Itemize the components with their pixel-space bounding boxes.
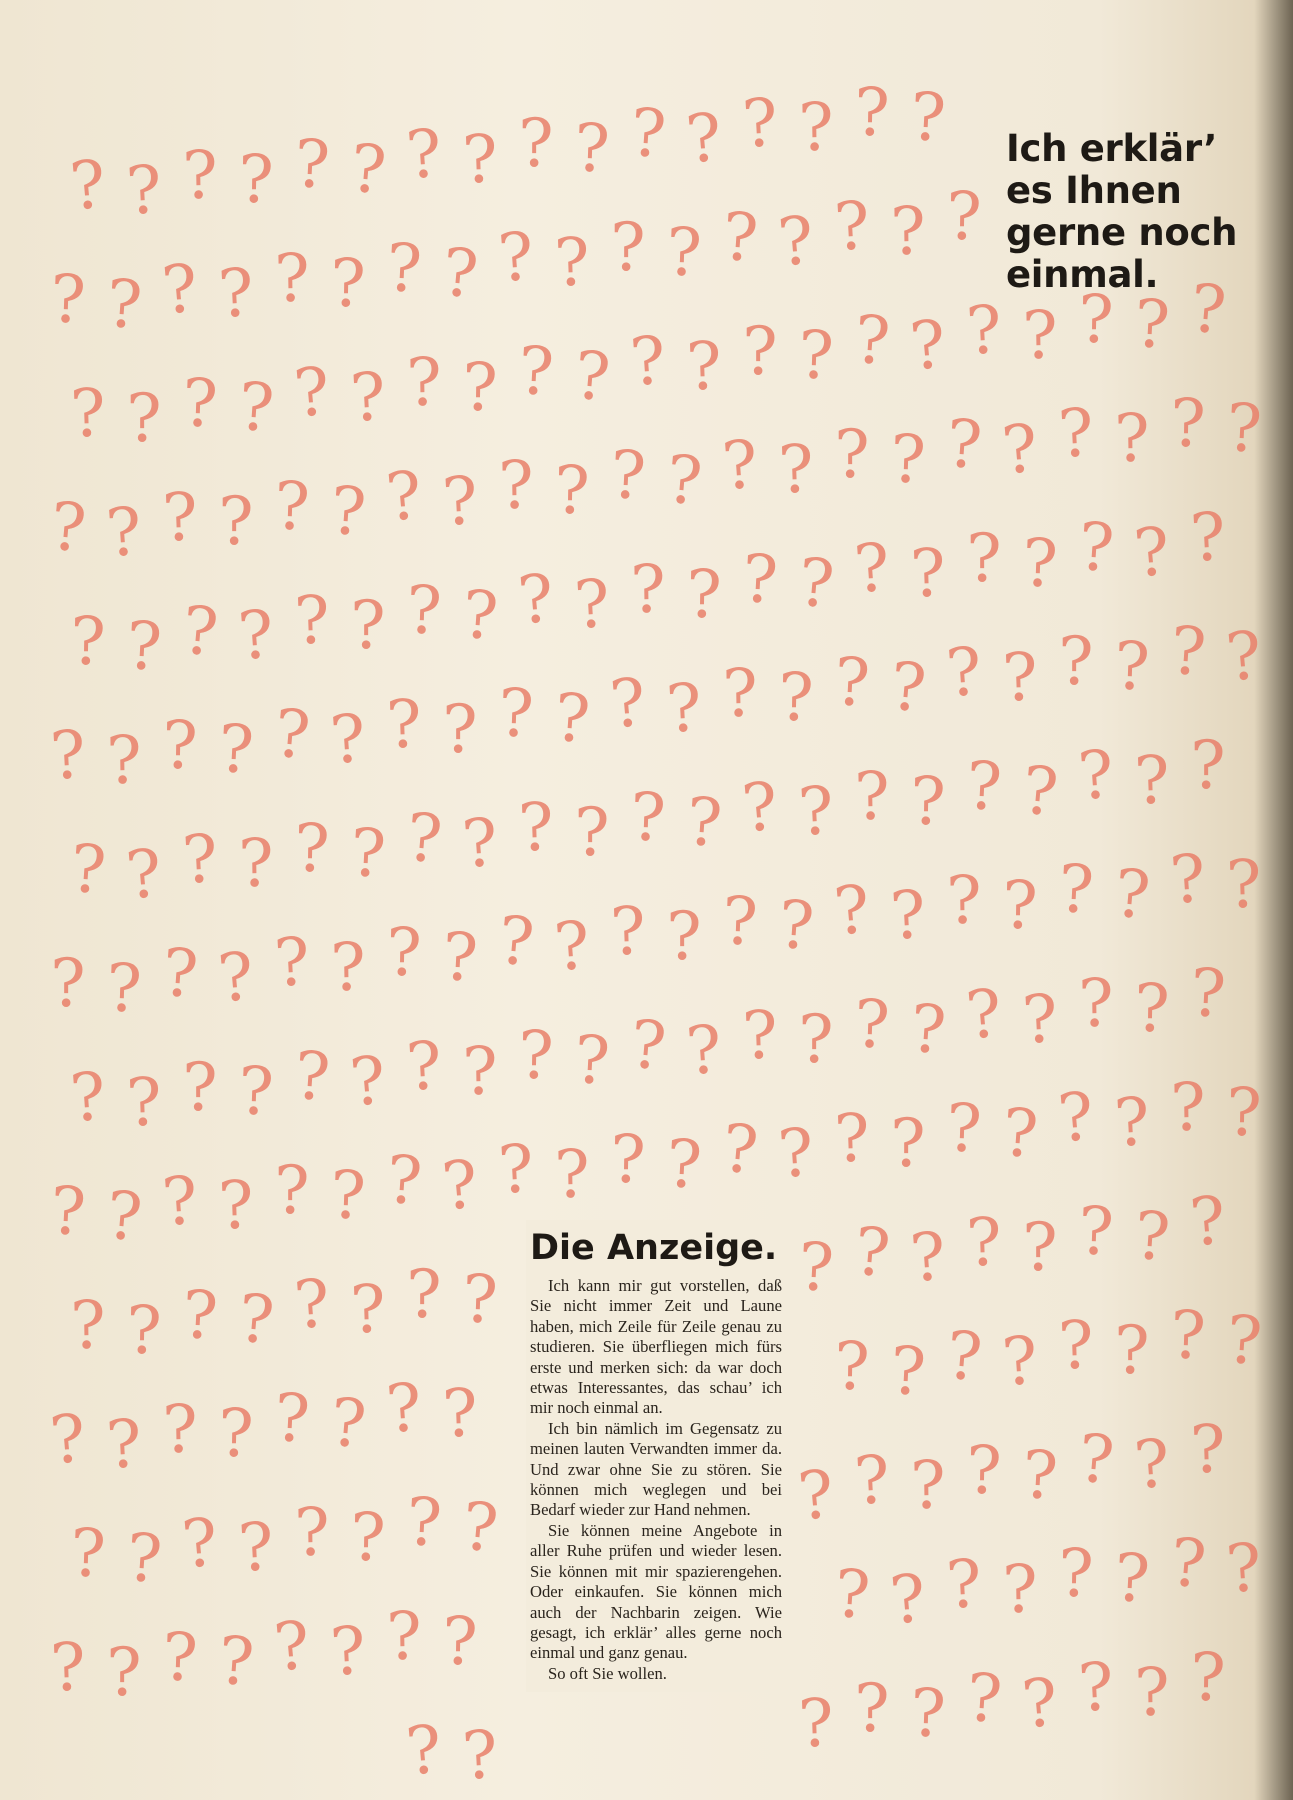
question-mark-icon: ? [886, 1559, 929, 1640]
question-mark-icon: ? [1187, 269, 1230, 350]
question-mark-icon: ? [943, 404, 985, 484]
question-mark-icon: ? [383, 1140, 425, 1220]
question-mark-icon: ? [719, 1109, 762, 1189]
question-mark-icon: ? [664, 1124, 704, 1204]
question-mark-icon: ? [48, 716, 88, 795]
question-mark-icon: ? [853, 757, 891, 836]
question-mark-icon: ? [347, 129, 390, 210]
question-mark-icon: ? [406, 1255, 442, 1333]
question-mark-icon: ? [348, 358, 388, 437]
question-mark-icon: ? [1189, 1638, 1227, 1717]
article-title: Die Anzeige. [530, 1228, 778, 1268]
question-mark-icon: ? [908, 78, 948, 157]
question-mark-icon: ? [403, 114, 445, 194]
question-mark-icon: ? [944, 1544, 984, 1624]
question-mark-icon: ? [1075, 508, 1117, 588]
question-mark-icon: ? [104, 1404, 144, 1484]
question-mark-icon: ? [553, 1135, 591, 1214]
question-mark-icon: ? [1022, 1208, 1058, 1286]
question-mark-icon: ? [832, 187, 872, 267]
question-mark-icon: ? [67, 829, 109, 910]
question-mark-icon: ? [572, 109, 612, 188]
question-mark-icon: ? [999, 1093, 1041, 1173]
question-mark-icon: ? [796, 772, 836, 852]
question-mark-icon: ? [327, 699, 369, 780]
question-mark-icon: ? [237, 141, 275, 219]
question-mark-icon: ? [404, 1482, 444, 1562]
question-mark-icon: ? [103, 1176, 146, 1257]
question-mark-icon: ? [551, 907, 593, 987]
question-mark-icon: ? [719, 197, 761, 277]
question-mark-icon: ? [216, 254, 256, 334]
question-mark-icon: ? [1111, 854, 1154, 935]
question-mark-icon: ? [159, 1161, 201, 1241]
question-mark-icon: ? [292, 125, 332, 205]
question-mark-icon: ? [664, 668, 704, 748]
question-mark-icon: ? [385, 913, 423, 992]
question-mark-icon: ? [795, 543, 838, 624]
question-mark-icon: ? [516, 788, 556, 867]
question-mark-icon: ? [999, 1321, 1041, 1401]
question-mark-icon: ? [796, 1228, 836, 1308]
question-mark-icon: ? [944, 1089, 984, 1168]
question-mark-icon: ? [1076, 1192, 1116, 1271]
question-mark-icon: ? [438, 1145, 481, 1225]
question-mark-icon: ? [384, 685, 424, 764]
question-mark-icon: ? [440, 917, 480, 997]
question-mark-icon: ? [906, 305, 949, 386]
question-mark-icon: ? [851, 301, 893, 381]
question-mark-icon: ? [907, 989, 949, 1070]
question-mark-icon: ? [273, 239, 311, 318]
question-mark-icon: ? [402, 1710, 445, 1791]
question-mark-icon: ? [721, 654, 759, 732]
question-mark-icon: ? [274, 1152, 310, 1230]
question-mark-icon: ? [106, 1633, 142, 1711]
question-mark-icon: ? [497, 447, 535, 525]
question-mark-icon: ? [348, 1270, 388, 1349]
question-mark-icon: ? [1114, 1312, 1150, 1390]
question-mark-icon: ? [441, 1602, 479, 1680]
question-mark-icon: ? [1077, 965, 1115, 1043]
question-mark-icon: ? [834, 416, 870, 494]
question-mark-icon: ? [851, 1212, 894, 1293]
question-mark-icon: ? [608, 436, 648, 515]
question-mark-icon: ? [1056, 850, 1096, 930]
question-mark-icon: ? [382, 456, 425, 537]
question-mark-icon: ? [572, 1021, 612, 1101]
question-mark-icon: ? [1112, 627, 1152, 706]
question-mark-icon: ? [216, 1166, 256, 1245]
question-mark-icon: ? [551, 679, 593, 759]
question-mark-icon: ? [909, 762, 947, 841]
question-mark-icon: ? [1223, 1528, 1265, 1608]
question-mark-icon: ? [776, 430, 816, 509]
question-mark-icon: ? [571, 336, 614, 417]
question-mark-icon: ? [1222, 616, 1265, 697]
question-mark-icon: ? [1169, 384, 1207, 463]
question-mark-icon: ? [237, 825, 275, 903]
question-mark-icon: ? [460, 1715, 500, 1795]
question-mark-icon: ? [684, 327, 724, 406]
question-mark-icon: ? [404, 571, 444, 650]
question-mark-icon: ? [460, 119, 500, 199]
headline [1006, 128, 1266, 296]
question-mark-icon: ? [68, 1514, 108, 1593]
question-mark-icon: ? [123, 1518, 165, 1598]
question-mark-icon: ? [740, 539, 780, 619]
question-mark-icon: ? [943, 1316, 986, 1397]
question-mark-icon: ? [832, 643, 872, 723]
question-mark-icon: ? [963, 1658, 1005, 1738]
question-mark-icon: ? [627, 1005, 670, 1086]
question-mark-icon: ? [439, 233, 482, 313]
question-mark-icon: ? [1001, 1550, 1039, 1628]
question-mark-icon: ? [346, 1041, 389, 1122]
question-mark-icon: ? [553, 451, 591, 530]
question-mark-icon: ? [1132, 285, 1172, 365]
question-mark-icon: ? [666, 897, 702, 975]
question-mark-icon: ? [664, 213, 704, 292]
question-mark-icon: ? [965, 1431, 1003, 1510]
question-mark-icon: ? [293, 809, 331, 888]
question-mark-icon: ? [962, 974, 1005, 1055]
question-mark-icon: ? [890, 1105, 926, 1182]
question-mark-icon: ? [291, 1037, 333, 1117]
article-paragraph: Sie können meine Angebote in aller Ruhe prüfen und wieder lesen. Sie können mit mir spazierengehen. Oder einkaufen. Sie können mich auch der Nachbarin zeigen. Wie gesagt, ich erklär’ alles gerne noch einmal und ganz genau. [530, 1520, 782, 1663]
question-mark-icon: ? [178, 1503, 221, 1583]
question-mark-icon: ? [572, 565, 612, 645]
question-mark-icon: ? [1000, 637, 1040, 717]
question-mark-icon: ? [216, 710, 256, 790]
question-mark-icon: ? [460, 1260, 500, 1339]
question-mark-icon: ? [328, 1612, 368, 1691]
question-mark-icon: ? [235, 368, 277, 448]
question-mark-icon: ? [552, 223, 592, 302]
question-mark-icon: ? [235, 1279, 278, 1360]
question-mark-icon: ? [272, 1379, 312, 1459]
question-mark-icon: ? [180, 1275, 220, 1355]
question-mark-icon: ? [966, 519, 1002, 597]
question-mark-icon: ? [627, 93, 669, 174]
question-mark-icon: ? [1112, 1083, 1152, 1163]
question-mark-icon: ? [404, 1026, 444, 1106]
question-mark-icon: ? [853, 73, 891, 152]
question-mark-icon: ? [385, 1597, 423, 1676]
question-mark-icon: ? [495, 901, 538, 982]
question-mark-icon: ? [964, 1203, 1004, 1282]
question-mark-icon: ? [104, 949, 144, 1028]
question-mark-icon: ? [327, 1383, 370, 1464]
question-mark-icon: ? [831, 1555, 873, 1635]
question-mark-icon: ? [50, 945, 86, 1022]
question-mark-icon: ? [740, 995, 780, 1075]
question-mark-icon: ? [459, 575, 501, 655]
question-mark-icon: ? [888, 1332, 928, 1411]
question-mark-icon: ? [1188, 954, 1228, 1033]
headline-line: es Ihnen [1006, 169, 1182, 212]
article-paragraph: So oft Sie wollen. [548, 1663, 667, 1683]
question-mark-icon: ? [1113, 399, 1151, 478]
question-mark-icon: ? [945, 177, 983, 256]
question-mark-icon: ? [794, 1455, 837, 1536]
question-mark-icon: ? [1186, 1181, 1229, 1262]
question-mark-icon: ? [908, 1674, 948, 1753]
question-mark-icon: ? [998, 409, 1041, 489]
question-mark-icon: ? [1168, 1296, 1208, 1375]
question-mark-icon: ? [907, 1217, 949, 1298]
question-mark-icon: ? [383, 1368, 425, 1448]
question-mark-icon: ? [159, 933, 201, 1013]
question-mark-icon: ? [1075, 1419, 1118, 1500]
question-mark-icon: ? [1225, 1073, 1263, 1152]
question-mark-icon: ? [1130, 512, 1173, 593]
question-mark-icon: ? [854, 1670, 890, 1748]
question-mark-icon: ? [628, 778, 668, 857]
question-mark-icon: ? [1020, 979, 1060, 1059]
question-mark-icon: ? [908, 534, 948, 613]
question-mark-icon: ? [888, 420, 928, 499]
question-mark-icon: ? [610, 209, 646, 286]
question-mark-icon: ? [236, 1508, 276, 1588]
question-mark-icon: ? [67, 1057, 109, 1138]
question-mark-icon: ? [943, 632, 985, 712]
question-mark-icon: ? [1132, 741, 1172, 820]
question-mark-icon: ? [833, 1327, 871, 1406]
question-mark-icon: ? [68, 374, 108, 453]
question-mark-icon: ? [1131, 1425, 1173, 1505]
question-mark-icon: ? [179, 591, 222, 671]
question-mark-icon: ? [682, 98, 725, 179]
question-mark-icon: ? [293, 1493, 331, 1572]
question-mark-icon: ? [609, 1120, 647, 1199]
headline-line: Ich erklär’ [1006, 127, 1218, 170]
question-mark-icon: ? [627, 321, 669, 402]
question-mark-icon: ? [516, 332, 556, 412]
question-mark-icon: ? [124, 1063, 164, 1142]
question-mark-icon: ? [496, 1130, 536, 1210]
question-mark-icon: ? [459, 1487, 502, 1567]
question-mark-icon: ? [384, 228, 424, 308]
question-mark-icon: ? [1057, 1535, 1095, 1613]
article-paragraph: Ich kann mir gut vorstellen, daß Sie nicht immer Zeit und Laune haben, mich Zeile für Zeile genau zu studieren. Sie überfliegen mich fürs erste und merken sich: da war doch etwas Interessantes, das schau’ ich mir noch einmal an. [530, 1276, 782, 1418]
question-mark-icon: ? [103, 492, 145, 572]
question-mark-icon: ? [796, 316, 836, 395]
question-mark-icon: ? [272, 923, 312, 1003]
question-mark-icon: ? [291, 1265, 333, 1345]
question-mark-icon: ? [440, 461, 480, 541]
question-mark-icon: ? [1223, 1300, 1265, 1380]
question-mark-icon: ? [574, 794, 610, 872]
question-mark-icon: ? [889, 192, 927, 271]
question-mark-icon: ? [1167, 839, 1209, 920]
question-mark-icon: ? [740, 83, 780, 163]
question-mark-icon: ? [1019, 751, 1062, 831]
question-mark-icon: ? [796, 1684, 836, 1763]
question-mark-icon: ? [798, 1001, 834, 1079]
question-mark-icon: ? [1018, 1663, 1061, 1743]
question-mark-icon: ? [69, 602, 107, 681]
question-mark-icon: ? [69, 1286, 107, 1365]
question-mark-icon: ? [514, 559, 557, 640]
question-mark-icon: ? [328, 1156, 368, 1235]
question-mark-icon: ? [719, 425, 761, 505]
question-mark-icon: ? [1133, 969, 1171, 1048]
question-mark-icon: ? [1133, 1653, 1171, 1732]
question-mark-icon: ? [797, 89, 835, 167]
question-mark-icon: ? [48, 260, 88, 339]
question-mark-icon: ? [327, 471, 369, 552]
question-mark-icon: ? [775, 886, 817, 966]
question-mark-icon: ? [518, 105, 554, 183]
question-mark-icon: ? [161, 706, 199, 784]
question-mark-icon: ? [832, 1099, 872, 1178]
question-mark-icon: ? [105, 721, 143, 800]
question-mark-icon: ? [348, 814, 388, 893]
question-mark-icon: ? [964, 290, 1004, 370]
question-mark-icon: ? [495, 218, 537, 298]
question-mark-icon: ? [742, 312, 778, 390]
question-mark-icon: ? [160, 1618, 200, 1697]
question-mark-icon: ? [945, 861, 983, 940]
headline-line: einmal. [1006, 253, 1159, 296]
question-mark-icon: ? [909, 1446, 947, 1525]
question-mark-icon: ? [1167, 1523, 1210, 1604]
question-mark-icon: ? [851, 529, 893, 609]
question-mark-icon: ? [608, 892, 648, 971]
question-mark-icon: ? [181, 136, 219, 214]
question-mark-icon: ? [405, 343, 443, 422]
question-mark-icon: ? [496, 674, 536, 753]
question-mark-icon: ? [48, 1628, 88, 1707]
question-mark-icon: ? [461, 348, 499, 426]
question-mark-icon: ? [606, 663, 649, 744]
question-mark-icon: ? [126, 379, 162, 457]
question-mark-icon: ? [122, 834, 165, 915]
question-mark-icon: ? [180, 363, 220, 443]
question-mark-icon: ? [160, 477, 200, 557]
question-mark-icon: ? [775, 1114, 817, 1194]
question-mark-icon: ? [329, 244, 367, 323]
question-mark-icon: ? [517, 1017, 555, 1095]
question-mark-icon: ? [218, 483, 254, 561]
question-mark-icon: ? [442, 690, 478, 768]
question-mark-icon: ? [124, 150, 164, 230]
question-mark-icon: ? [683, 1010, 725, 1090]
question-mark-icon: ? [1224, 388, 1264, 468]
question-mark-icon: ? [180, 819, 220, 899]
question-mark-icon: ? [350, 587, 386, 664]
question-mark-icon: ? [47, 487, 90, 568]
question-mark-icon: ? [1056, 394, 1096, 474]
question-mark-icon: ? [1224, 845, 1264, 924]
question-mark-icon: ? [852, 985, 892, 1064]
article-paragraph: Ich bin nämlich im Gegensatz zu meinen lauten Verwandten immer da. Und zwar ohne Sie zu stören. Sie können mich weglegen und bei Bedarf wieder zur Hand nehmen. [530, 1418, 782, 1520]
question-mark-icon: ? [1188, 1410, 1228, 1489]
question-mark-icon: ? [271, 694, 314, 775]
question-mark-icon: ? [777, 659, 815, 737]
question-mark-icon: ? [1076, 1648, 1116, 1728]
question-mark-icon: ? [270, 1606, 313, 1687]
question-mark-icon: ? [272, 467, 312, 546]
question-mark-icon: ? [1054, 1077, 1097, 1158]
question-mark-icon: ? [403, 798, 446, 879]
question-mark-icon: ? [964, 746, 1004, 826]
question-mark-icon: ? [663, 440, 706, 521]
question-mark-icon: ? [738, 767, 781, 847]
question-mark-icon: ? [235, 596, 277, 676]
question-mark-icon: ? [1058, 623, 1094, 701]
question-mark-icon: ? [48, 1172, 88, 1251]
headline-line: gerne noch [1006, 211, 1238, 254]
question-mark-icon: ? [46, 1399, 89, 1480]
question-mark-icon: ? [182, 1048, 218, 1126]
question-mark-icon: ? [103, 264, 145, 344]
question-mark-icon: ? [852, 1441, 892, 1521]
question-mark-icon: ? [292, 581, 332, 660]
question-mark-icon: ? [685, 555, 723, 634]
question-mark-icon: ? [1188, 498, 1228, 577]
question-mark-icon: ? [887, 647, 930, 728]
question-mark-icon: ? [1075, 736, 1117, 816]
question-mark-icon: ? [158, 249, 201, 329]
question-mark-icon: ? [125, 1291, 163, 1370]
question-mark-icon: ? [66, 145, 109, 226]
question-mark-icon: ? [236, 1052, 276, 1131]
question-mark-icon: ? [290, 352, 333, 433]
question-mark-icon: ? [461, 1032, 499, 1110]
question-mark-icon: ? [1169, 1068, 1207, 1147]
question-mark-icon: ? [1077, 281, 1115, 359]
question-mark-icon: ? [459, 803, 501, 883]
question-mark-icon: ? [1112, 1539, 1152, 1619]
question-mark-icon: ? [1190, 727, 1226, 804]
question-mark-icon: ? [329, 928, 367, 1007]
article-column [526, 1220, 788, 1692]
question-mark-icon: ? [349, 1498, 387, 1577]
question-mark-icon: ? [888, 876, 928, 955]
question-mark-icon: ? [440, 1374, 480, 1453]
question-mark-icon: ? [214, 937, 257, 1018]
question-mark-icon: ? [629, 550, 667, 629]
question-mark-icon: ? [1167, 611, 1209, 692]
question-mark-icon: ? [830, 870, 873, 951]
question-mark-icon: ? [683, 782, 725, 862]
question-mark-icon: ? [1056, 1306, 1096, 1385]
question-mark-icon: ? [124, 606, 164, 686]
question-mark-icon: ? [1020, 1435, 1060, 1515]
question-mark-icon: ? [1021, 296, 1059, 374]
question-mark-icon: ? [720, 881, 760, 961]
question-mark-icon: ? [161, 1390, 199, 1468]
question-mark-icon: ? [1020, 523, 1060, 603]
question-mark-icon: ? [215, 1622, 257, 1702]
question-mark-icon: ? [774, 201, 817, 282]
question-mark-icon: ? [1001, 866, 1039, 944]
question-mark-icon: ? [1131, 1197, 1173, 1277]
question-mark-icon: ? [217, 1395, 255, 1473]
